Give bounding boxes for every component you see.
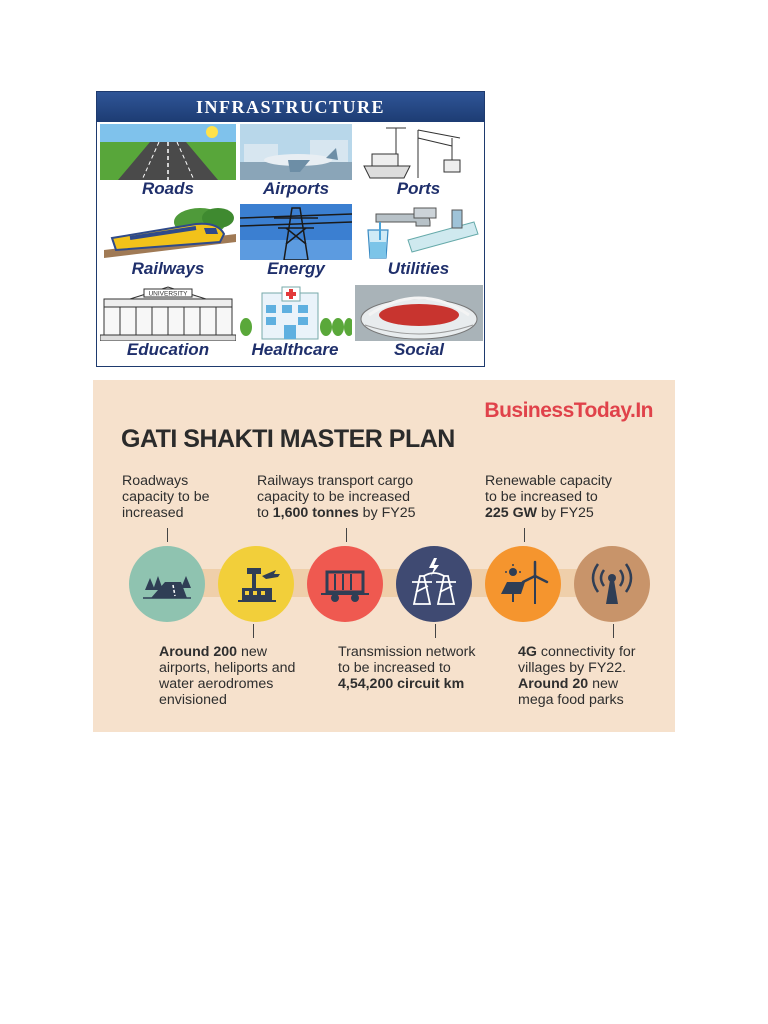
note-line: [518, 660, 668, 676]
note-line: [338, 660, 508, 676]
connector-line: [613, 624, 614, 638]
connector-line: [346, 528, 347, 542]
port-icon: [356, 124, 481, 180]
hospital-icon: [238, 285, 352, 341]
renewable-energy-icon: [485, 546, 561, 622]
note-line: [159, 676, 319, 692]
note-text: Transmission network: [338, 644, 476, 660]
university-sign: UNIVERSITY: [148, 290, 188, 298]
note-text: Renewable capacity: [485, 473, 612, 489]
university-icon: [100, 285, 236, 341]
note-text: to: [257, 505, 273, 521]
tile-label: Utilities: [387, 259, 450, 278]
note-line: [518, 676, 668, 692]
note-line: [257, 473, 427, 489]
note-line: [338, 644, 508, 660]
note-line: [159, 692, 319, 708]
note-highlight: 4G: [518, 644, 537, 660]
gati-shakti-infographic: [93, 380, 675, 732]
note-line: [159, 644, 319, 660]
airport-icon: [218, 546, 294, 622]
note-line: [257, 505, 427, 521]
note-transmission: [338, 644, 508, 692]
note-text: envisioned: [159, 692, 227, 708]
train-icon: [100, 204, 236, 260]
connector-line: [435, 624, 436, 638]
infrastructure-graphic: [96, 91, 485, 367]
note-text: connectivity for: [536, 644, 636, 660]
note-highlight: Around 20: [518, 676, 589, 692]
circle-renewable: [485, 546, 561, 622]
mobile-tower-icon: [574, 546, 650, 622]
note-text: capacity to be increased: [257, 489, 411, 505]
circle-railways: [307, 546, 383, 622]
note-text: mega food parks: [518, 692, 624, 708]
connector-line: [167, 528, 168, 542]
tile-energy: [240, 204, 352, 280]
note-line: [338, 676, 508, 692]
note-highlight: 1,600 tonnes: [272, 505, 359, 521]
tile-education: [100, 285, 236, 361]
infographic-title: GATI SHAKTI MASTER PLAN: [121, 425, 455, 453]
note-railways: [257, 473, 427, 521]
power-tower-icon: [240, 204, 352, 260]
water-tap-icon: [356, 204, 481, 260]
circle-transmission: [396, 546, 472, 622]
tile-label: Roads: [142, 179, 194, 198]
note-line: [485, 473, 655, 489]
note-text: water aerodromes: [159, 676, 274, 692]
infrastructure-title: INFRASTRUCTURE: [97, 92, 484, 122]
tile-label: Healthcare: [251, 340, 339, 359]
note-text: by FY25: [358, 505, 416, 521]
circle-roadways: [129, 546, 205, 622]
road-icon: [100, 124, 236, 180]
brand-logo: BusinessToday.In: [484, 399, 653, 422]
note-renewable: [485, 473, 655, 521]
transmission-tower-icon: [396, 546, 472, 622]
note-text: by FY25: [537, 505, 594, 521]
note-connectivity: [518, 644, 668, 708]
note-text: Railways transport cargo: [257, 473, 414, 489]
tile-airports: [240, 124, 352, 200]
road-trees-icon: [129, 546, 205, 622]
tile-utilities: [356, 204, 481, 280]
note-text: increased: [122, 505, 184, 521]
connector-line: [524, 528, 525, 542]
note-text: Roadways: [122, 473, 189, 489]
circle-connectivity: [574, 546, 650, 622]
note-text: new: [588, 676, 619, 692]
tile-label: Social: [393, 340, 445, 359]
tile-label: Railways: [131, 259, 205, 278]
tile-label: Ports: [396, 179, 441, 198]
note-highlight: Around 200: [159, 644, 238, 660]
note-text: new: [237, 644, 268, 660]
stadium-icon: [355, 285, 483, 341]
note-line: [257, 489, 427, 505]
note-text: airports, heliports and: [159, 660, 296, 676]
cargo-wagon-icon: [307, 546, 383, 622]
note-text: capacity to be: [122, 489, 210, 505]
circle-airports: [218, 546, 294, 622]
tile-roads: [100, 124, 236, 200]
connector-line: [253, 624, 254, 638]
tile-label: Airports: [262, 179, 330, 198]
timeline-band: [133, 569, 643, 597]
tile-label: Energy: [267, 259, 325, 278]
note-airports: [159, 644, 319, 708]
tile-label: Education: [126, 340, 210, 359]
tile-healthcare: [238, 285, 352, 361]
note-text: to be increased to: [485, 489, 598, 505]
note-highlight: 4,54,200 circuit km: [338, 676, 465, 692]
airplane-icon: [240, 124, 352, 180]
tile-ports: [356, 124, 481, 200]
note-line: [518, 692, 668, 708]
note-line: [518, 644, 668, 660]
tile-railways: [100, 204, 236, 280]
note-highlight: 225 GW: [485, 505, 538, 521]
note-text: to be increased to: [338, 660, 451, 676]
note-line: [485, 489, 655, 505]
note-text: villages by FY22.: [518, 660, 627, 676]
note-line: [159, 660, 319, 676]
note-line: [485, 505, 655, 521]
tile-social: [355, 285, 483, 361]
